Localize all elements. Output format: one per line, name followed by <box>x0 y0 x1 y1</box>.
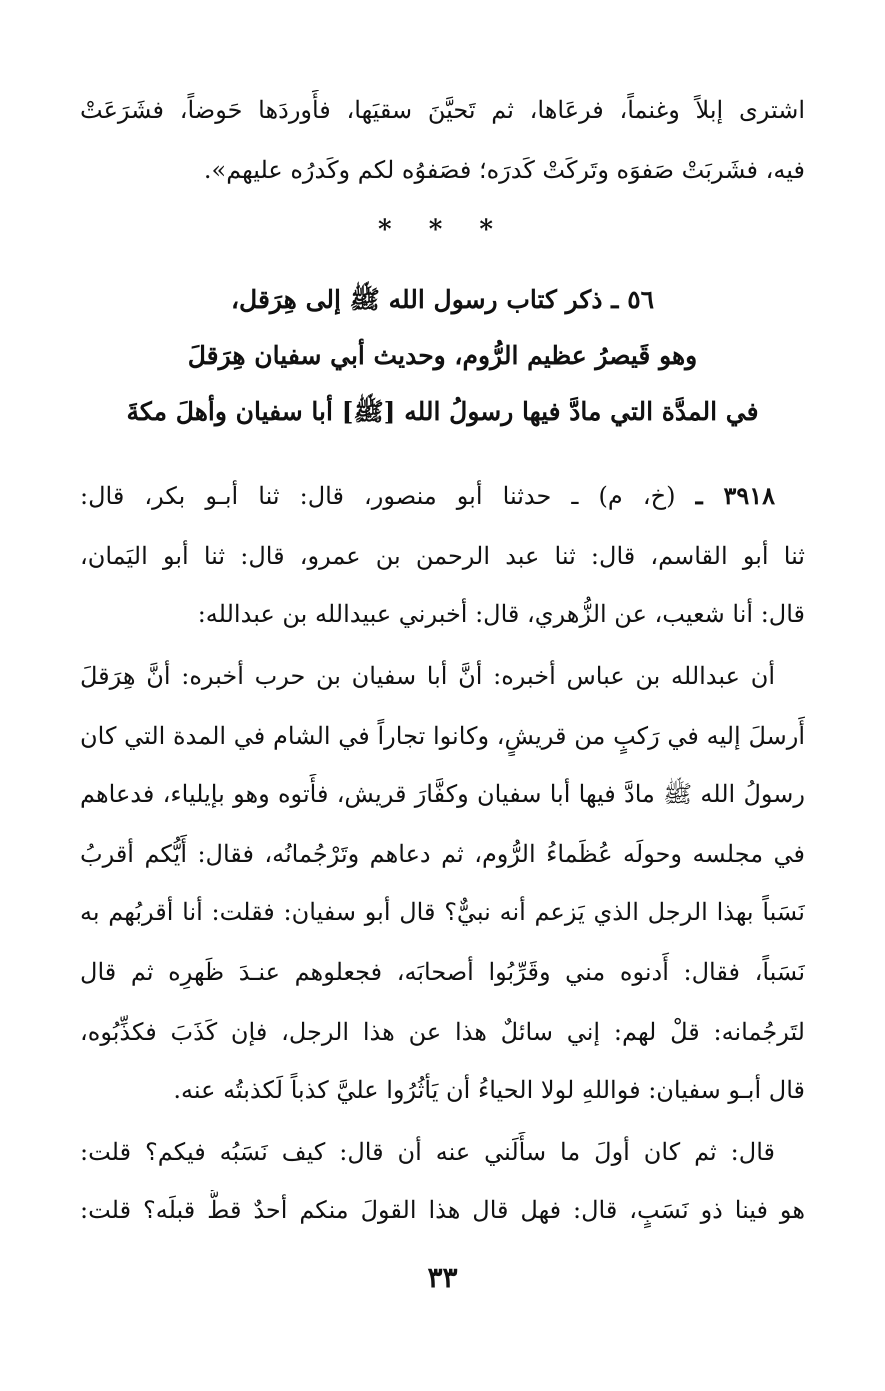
chapter-heading-line-2: وهو قَيصرُ عظيم الرُّوم، وحديث أبي سفيان هِرَقلَ <box>187 341 698 370</box>
hadith-number: ٣٩١٨ ـ <box>695 481 775 510</box>
text-line: اشترى إبلاً وغنماً، فرعَاها، ثم تَحيَّنَ سقيَها، فأَوردَها حَوضاً، فشَرَعَتْ <box>80 96 805 124</box>
matn-line: أن عبدالله بن عباس أخبره: أنَّ أبا سفيان بن حرب أخبره: أنَّ هِرَقلَ <box>80 662 775 690</box>
text-line: فيه، فشَربَتْ صَفوَه وتَركَتْ كَدرَه؛ فصَفوُه لكم وكَدرُه عليهم». <box>203 156 805 184</box>
isnad-line-3: قال: أنا شعيب، عن الزُّهري، قال: أخبرني عبيدالله بن عبدالله: <box>197 600 805 628</box>
matn-line: لتَرجُمانه: قلْ لهم: إني سائلٌ هذا عن هذا الرجل، فإن كَذَبَ فكذِّبُوه، <box>80 1018 805 1046</box>
matn-line: في مجلسه وحولَه عُظَماءُ الرُّوم، ثم دعاهم وتَرْجُمانُه، فقال: أَيُّكم أقربُ <box>80 840 805 868</box>
page-number: ٣٣ <box>427 1261 458 1294</box>
matn-line: نَسَباً، فقال: أَدنوه مني وقَرِّبُوا أصحابَه، فجعلوهم عنـدَ ظَهرِه ثم قال <box>80 958 805 986</box>
matn-line: هو فينا ذو نَسَبٍ، قال: فهل قال هذا القولَ منكم أحدٌ قطُّ قبلَه؟ قلت: <box>80 1196 805 1224</box>
section-separator: * * * <box>378 215 507 245</box>
chapter-heading-line-1: ٥٦ ـ ذكر كتاب رسول الله ﷺ إلى هِرَقل، <box>230 285 655 314</box>
matn-line: نَسَباً بهذا الرجل الذي يَزعم أنه نبيٌّ؟ قال أبو سفيان: فقلت: أنا أقربُهم به <box>80 898 805 926</box>
isnad-line-2: ثنا أبو القاسم، قال: ثنا عبد الرحمن بن عمرو، قال: ثنا أبو اليَمان، <box>80 542 805 570</box>
isnad-text: (خ، م) ـ حدثنا أبو منصور، قال: ثنا أبـو بكر، قال: <box>80 482 676 510</box>
matn-line: أَرسلَ إليه في رَكبٍ من قريشٍ، وكانوا تجاراً في الشام في المدة التي كان <box>80 722 805 750</box>
isnad-line-1 <box>80 476 805 516</box>
matn-line: قال: ثم كان أولَ ما سأَلَني عنه أن قال: كيف نَسَبُه فيكم؟ قلت: <box>80 1138 775 1166</box>
matn-line: قال أبـو سفيان: فواللهِ لولا الحياءُ أن يَأثُرُوا عليَّ كذباً لَكذبتُه عنه. <box>173 1076 805 1104</box>
matn-line: رسولُ الله ﷺ مادَّ فيها أبا سفيان وكفَّارَ قريش، فأَتوه وهو بإيلياء، فدعاهم <box>80 780 805 808</box>
document-page <box>80 0 805 1391</box>
chapter-heading-line-3: في المدَّة التي مادَّ فيها رسولُ الله [ﷺ] أبا سفيان وأهلَ مكةَ <box>126 397 759 426</box>
